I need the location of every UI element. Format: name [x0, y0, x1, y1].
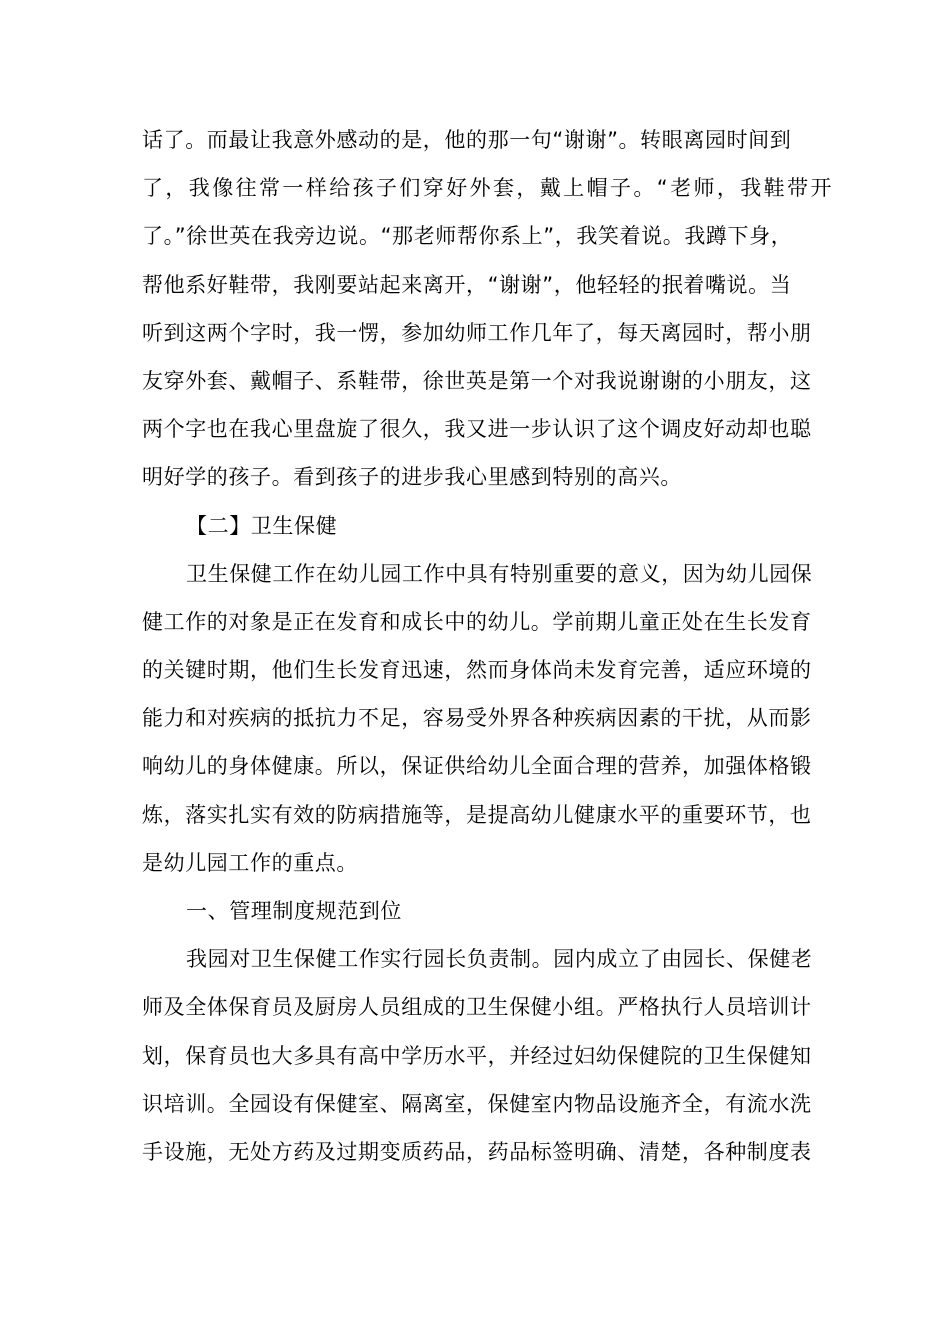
text-line: 响幼儿的身体健康。所以，保证供给幼儿全面合理的营养，加强体格锻: [142, 754, 812, 779]
text-line: 师及全体保育员及厨房人员组成的卫生保健小组。严格执行人员培训计: [142, 995, 812, 1020]
text-line: 了，我像往常一样给孩子们穿好外套，戴上帽子。“老师，我鞋带开: [142, 176, 834, 201]
text-line: 手设施，无处方药及过期变质药品，药品标签明确、清楚，各种制度表: [142, 1139, 812, 1164]
text-line: 炼，落实扎实有效的防病措施等，是提高幼儿健康水平的重要环节，也: [142, 802, 812, 827]
text-line: 了。”徐世英在我旁边说。“那老师帮你系上”，我笑着说。我蹲下身，: [142, 224, 793, 249]
text-line: 帮他系好鞋带，我刚要站起来离开，“谢谢”，他轻轻的抿着嘴说。当: [142, 272, 792, 297]
paragraph-1: [142, 116, 834, 502]
text-line: 两个字也在我心里盘旋了很久，我又进一步认识了这个调皮好动却也聪: [142, 417, 812, 442]
text-line: 识培训。全园设有保健室、隔离室，保健室内物品设施齐全，有流水洗: [142, 1091, 812, 1116]
text-line: 明好学的孩子。看到孩子的进步我心里感到特别的高兴。: [142, 465, 682, 490]
subheading: 一、管理制度规范到位: [186, 899, 402, 923]
section-heading: 【二】卫生保健: [186, 513, 338, 538]
text-line: 我园对卫生保健工作实行园长负责制。园内成立了由园长、保健老: [186, 947, 813, 972]
text-line: 的关键时期，他们生长发育迅速，然而身体尚未发育完善，适应环境的: [142, 658, 812, 683]
paragraph-2: [142, 550, 812, 887]
text-line: 话了。而最让我意外感动的是，他的那一句“谢谢”。转眼离园时间到: [142, 128, 792, 152]
text-line: 健工作的对象是正在发育和成长中的幼儿。学前期儿童正处在生长发育: [142, 609, 812, 634]
text-line: 听到这两个字时，我一愣，参加幼师工作几年了，每天离园时，帮小朋: [142, 320, 812, 345]
text-line: 友穿外套、戴帽子、系鞋带，徐世英是第一个对我说谢谢的小朋友，这: [142, 368, 812, 393]
paragraph-3: [142, 935, 812, 1176]
text-line: 划，保育员也大多具有高中学历水平，并经过妇幼保健院的卫生保健知: [142, 1043, 812, 1068]
text-line: 是幼儿园工作的重点。: [142, 850, 358, 875]
text-line: 卫生保健工作在幼儿园工作中具有特别重要的意义，因为幼儿园保: [186, 561, 813, 586]
document-body: [142, 116, 834, 1176]
text-line: 能力和对疾病的抵抗力不足，容易受外界各种疾病因素的干扰，从而影: [142, 706, 812, 731]
